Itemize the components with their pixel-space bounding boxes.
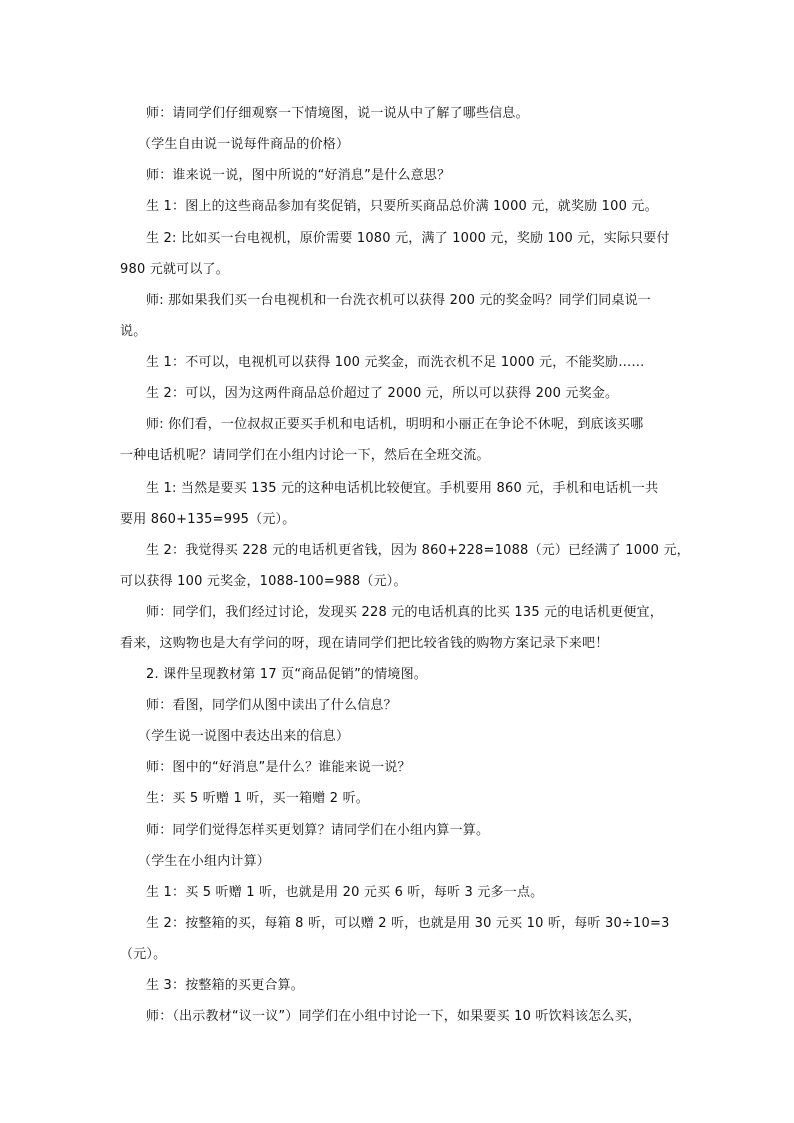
paragraph-line: 可以获得 100 元奖金，1088-100=988（元）。 [120,574,407,589]
paragraph-14 [120,690,680,721]
paragraph-line: （学生自由说一说每件商品的价格） [138,137,350,152]
paragraph-line: 2. 课件呈现教材第 17 页“商品促销”的情境图。 [146,667,428,682]
paragraph-5 [120,223,680,285]
paragraph-10 [120,473,680,535]
paragraph-7 [120,347,680,378]
paragraph-line: 生 2：可以，因为这两件商品总价超过了 2000 元，所以可以获得 200 元奖金。 [146,386,619,401]
paragraph-line: 师：同学们，我们经过讨论，发现买 228 元的电话机真的比买 135 元的电话机更便宜， [146,605,663,620]
paragraph-line: 说。 [120,324,147,339]
paragraph-line: 师：看图，同学们从图中读出了什么信息？ [146,698,397,713]
paragraph-line: 生 1：图上的这些商品参加有奖促销，只要所买商品总价满 1000 元，就奖励 100 元。 [146,199,658,214]
paragraph-line: 生 2：按整箱的买，每箱 8 听，可以赠 2 听，也就是用 30 元买 10 听，每听 30÷10=3 [146,916,670,931]
paragraph-line: 980 元就可以了。 [120,262,229,277]
paragraph-9 [120,409,680,471]
paragraph-21 [120,908,680,970]
paragraph-line: 师：请同学们仔细观察一下情境图，说一说从中了解了哪些信息。 [146,106,529,121]
paragraph-11 [120,535,690,597]
paragraph-line: 师：谁来说一说，图中所说的“好消息”是什么意思？ [146,168,451,183]
paragraph-line: 师：图中的“好消息”是什么？谁能来说一说？ [146,760,411,775]
paragraph-line: 一种电话机呢？请同学们在小组内讨论一下，然后在全班交流。 [120,448,490,463]
paragraph-20 [120,877,680,908]
paragraph-line: 生：买 5 听赠 1 听，买一箱赠 2 听。 [146,791,370,806]
paragraph-13 [120,659,680,690]
paragraph-16 [120,752,680,783]
paragraph-line: 师：（出示教材“议一议”）同学们在小组中讨论一下，如果要买 10 听饮料该怎么买， [146,1009,641,1024]
paragraph-line: 生 1：不可以，电视机可以获得 100 元奖金，而洗衣机不足 1000 元，不能奖励…… [146,355,645,370]
paragraph-line: 生 2：我觉得买 228 元的电话机更省钱，因为 860+228=1088（元）已经满了 1000 元， [146,543,690,558]
paragraph-line: 生 1：买 5 听赠 1 听，也就是用 20 元买 6 听，每听 3 元多一点。 [146,885,544,900]
paragraph-1 [120,98,680,129]
paragraph-line: 师: 你们看，一位叔叔正要买手机和电话机，明明和小丽正在争论不休呢，到底该买哪 [146,417,644,432]
paragraph-22 [120,970,680,1001]
paragraph-line: 师：同学们觉得怎样买更划算？请同学们在小组内算一算。 [146,823,490,838]
paragraph-15 [120,721,680,752]
paragraph-line: 师: 那如果我们买一台电视机和一台洗衣机可以获得 200 元的奖金吗？同学们同桌说一 [146,293,651,308]
paragraph-line: （元）。 [120,947,167,962]
paragraph-line: （学生说一说图中表达出来的信息） [138,729,350,744]
paragraph-19 [120,846,680,877]
paragraph-line: （学生在小组内计算） [138,854,271,869]
paragraph-line: 看来，这购物也是大有学问的呀，现在请同学们把比较省钱的购物方案记录下来吧！ [120,636,609,651]
paragraph-6 [120,285,680,347]
paragraph-17 [120,783,680,814]
paragraph-line: 生 2: 比如买一台电视机，原价需要 1080 元，满了 1000 元，奖励 100 元，实际只要付 [146,231,670,246]
paragraph-18 [120,815,680,846]
paragraph-12 [120,597,680,659]
paragraph-4 [120,191,680,222]
paragraph-line: 生 3：按整箱的买更合算。 [146,978,305,993]
paragraph-8 [120,378,680,409]
paragraph-2 [120,129,680,160]
paragraph-23 [120,1001,680,1032]
paragraph-line: 要用 860+135=995（元）。 [120,512,296,527]
paragraph-3 [120,160,680,191]
paragraph-line: 生 1: 当然是要买 135 元的这种电话机比较便宜。手机要用 860 元，手机和电话机一共 [146,481,659,496]
